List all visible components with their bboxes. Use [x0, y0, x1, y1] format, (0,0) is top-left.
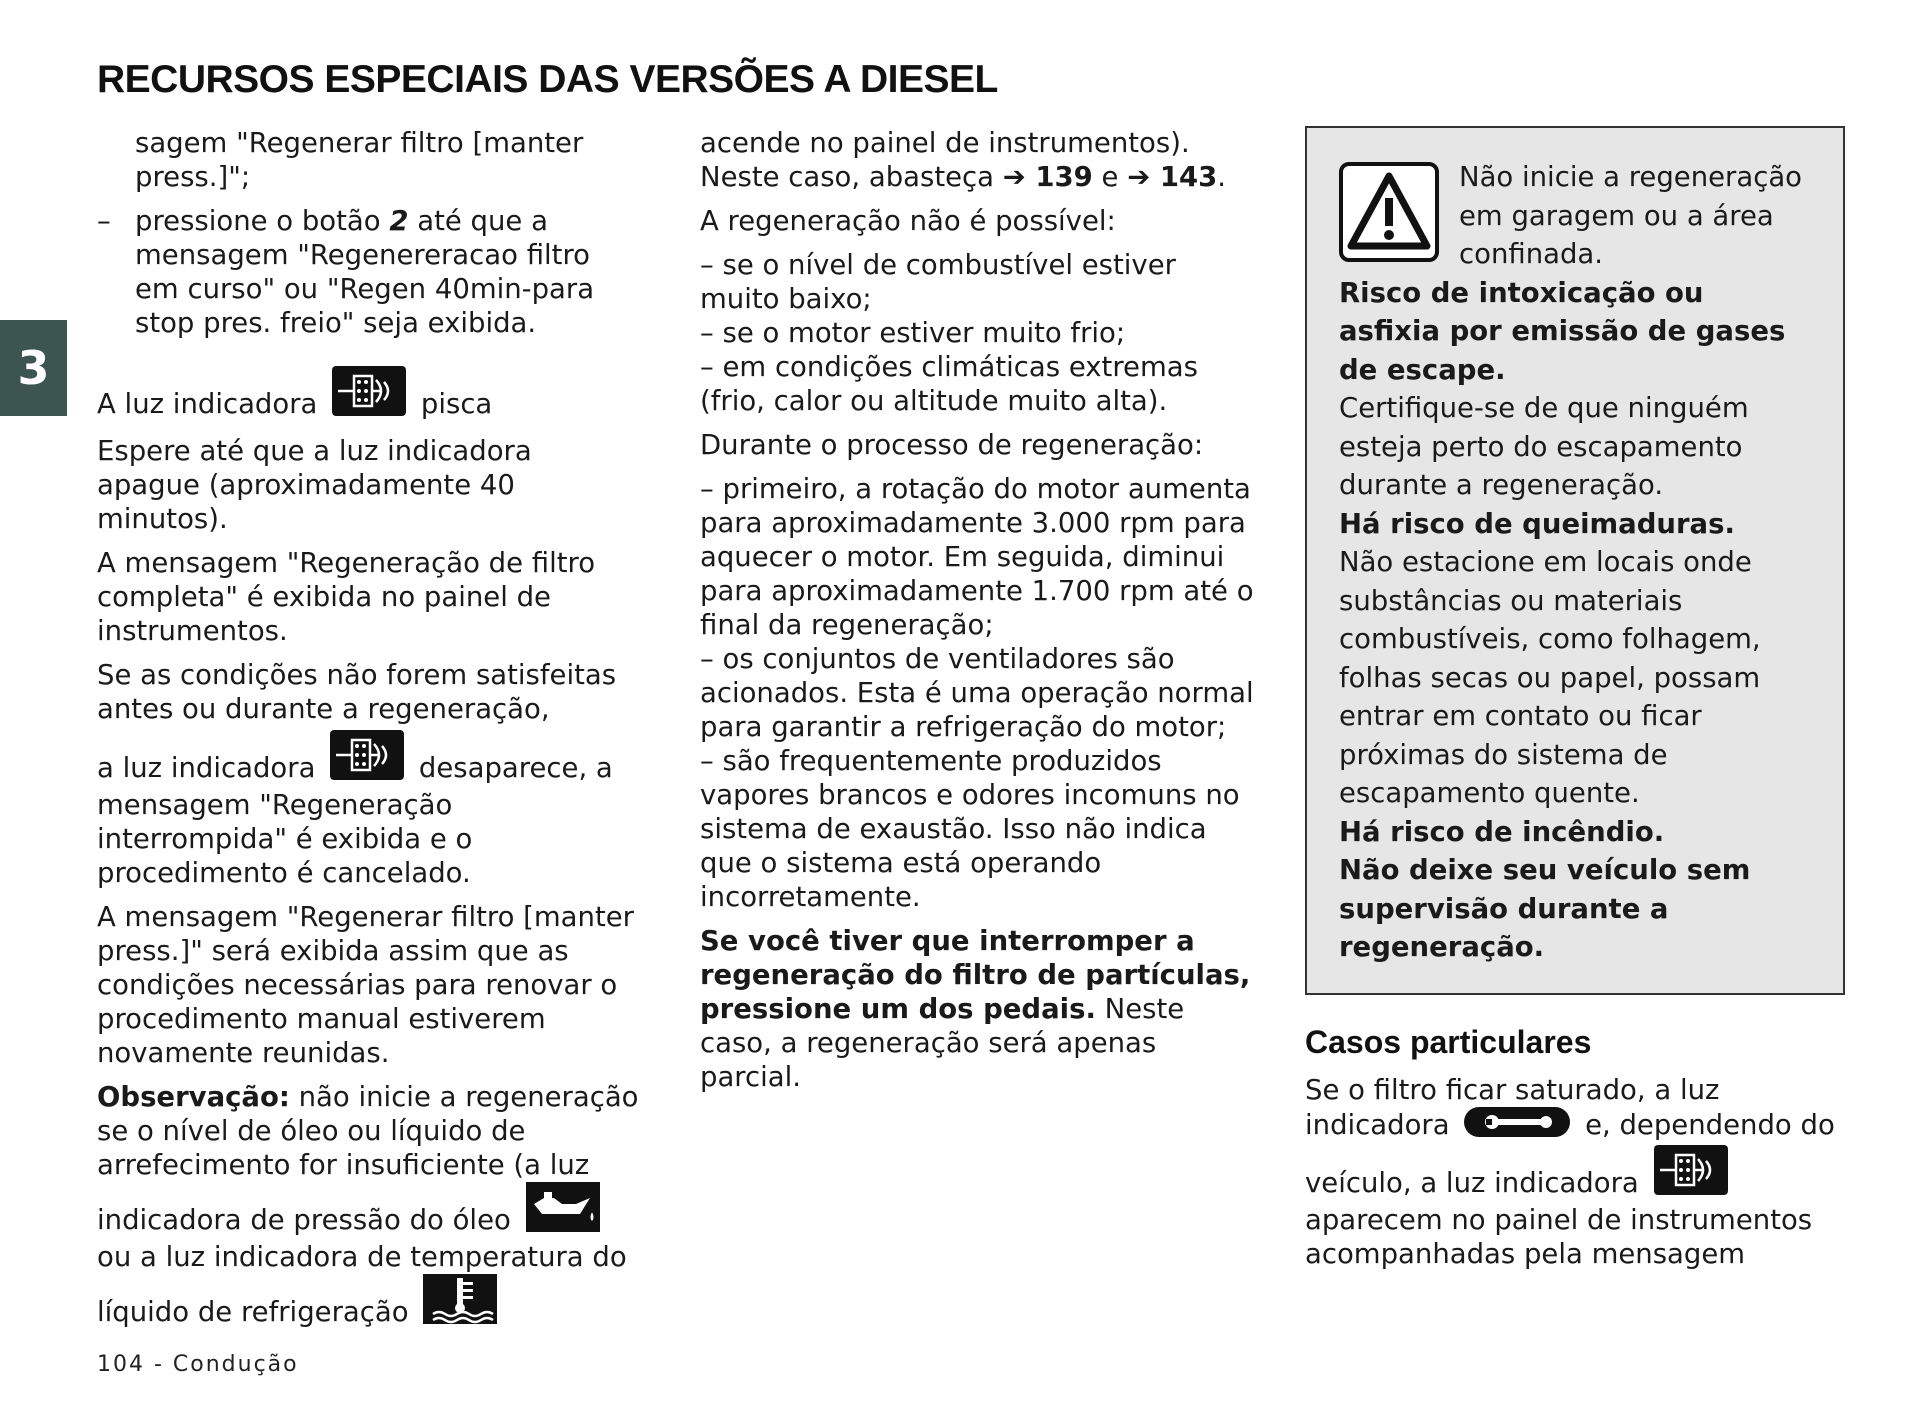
warning-bold-text: Não deixe seu veículo sem supervisão durante a regeneração.: [1339, 854, 1751, 963]
note-label: Observação:: [97, 1081, 290, 1113]
warning-box: [1305, 126, 1845, 995]
warning-text: Não inicie a regeneração em garagem ou a área confinada.: [1459, 161, 1803, 270]
particle-filter-icon: [332, 366, 406, 424]
list-dash: –: [97, 205, 111, 237]
paragraph-text: Se o filtro ficar saturado, a luz indicadora: [1305, 1073, 1720, 1141]
button-number: 2: [389, 205, 409, 237]
list-item: – se o nível de combustível estiver muito baixo;: [700, 249, 1176, 315]
list-item: – os conjuntos de ventiladores são acionados. Esta é uma operação normal para garantir a refrigeração do motor;: [700, 643, 1254, 743]
list-item: – são frequentemente produzidos vapores brancos e odores incomuns no sistema de exaustão. Isso não indica que o sistema está operando incorretamente.: [700, 745, 1240, 913]
paragraph-text: A luz indicadora: [97, 388, 318, 420]
warning-bold-text: Há risco de queimaduras.: [1339, 507, 1735, 540]
page-footer: 104 - Condução: [97, 1352, 299, 1377]
page-title: RECURSOS ESPECIAIS DAS VERSÕES A DIESEL: [97, 58, 998, 101]
oil-pressure-icon: [526, 1182, 600, 1240]
paragraph: [97, 1080, 642, 1332]
list-item-text: até que a mensagem "Regenereracao filtro em curso" ou "Regen 40min-para stop pres. freio" seja exibida.: [135, 205, 595, 339]
paragraph: A regeneração não é possível:: [700, 205, 1116, 237]
coolant-temperature-icon: [423, 1274, 497, 1332]
page-reference-link[interactable]: ➔ 139: [1002, 161, 1093, 193]
paragraph: Espere até que a luz indicadora apague (aproximadamente 40 minutos).: [97, 435, 532, 535]
list-item: – se o motor estiver muito frio;: [700, 317, 1126, 349]
paragraph-text: a luz indicadora: [97, 752, 316, 784]
list-item: – em condições climáticas extremas (frio, calor ou altitude muito alta).: [700, 351, 1198, 417]
column-3: [1305, 126, 1845, 1281]
paragraph-text: .: [1217, 161, 1226, 193]
warning-bold-text: Risco de intoxicação ou asfixia por emissão de gases de escape.: [1339, 276, 1786, 386]
paragraph: [1305, 1073, 1845, 1271]
paragraph-text: aparecem no painel de instrumentos acompanhadas pela mensagem: [1305, 1203, 1813, 1270]
page-reference-link[interactable]: ➔ 143: [1127, 161, 1218, 193]
paragraph-text: não inicie a regeneração se o nível de óleo ou líquido de arrefecimento for insuficiente (a luz indicadora de pressão do óleo: [97, 1081, 639, 1236]
paragraph-text: e, dependendo do veículo, a luz indicadora: [1305, 1108, 1835, 1199]
paragraph-text: Neste caso, a regeneração será apenas parcial.: [700, 993, 1185, 1093]
paragraph: [97, 730, 642, 890]
text-continuation: sagem "Regenerar filtro [manter press.]";: [135, 127, 584, 193]
paragraph-text: e: [1092, 161, 1128, 193]
paragraph: Se as condições não forem satisfeitas antes ou durante a regeneração,: [97, 659, 617, 725]
bold-instruction: Se você tiver que interromper a regeneração do filtro de partículas, pressione um dos pedais.: [700, 925, 1251, 1025]
warning-text: Não estacione em locais onde substâncias ou materiais combustíveis, como folhagem, folhas secas ou papel, possam entrar em contato ou ficar próximas do sistema de escapamento quente.: [1339, 546, 1761, 809]
paragraph: [97, 366, 642, 424]
paragraph: Durante o processo de regeneração:: [700, 429, 1204, 461]
list-item: – primeiro, a rotação do motor aumenta para aproximadamente 3.000 rpm para aquecer o motor. Em seguida, diminui para aproximadamente 1.700 rpm até o final da regeneração;: [700, 473, 1254, 641]
list-item-text: pressione o botão: [135, 205, 390, 237]
warning-text: Certifique-se de que ninguém esteja perto do escapamento durante a regeneração.: [1339, 392, 1749, 501]
paragraph-text: pisca: [420, 388, 493, 420]
paragraph: [700, 924, 1255, 1094]
paragraph-text: desaparece, a mensagem "Regeneração interrompida" é exibida e o procedimento é cancelado.: [97, 752, 613, 889]
chapter-tab[interactable]: 3: [0, 320, 67, 416]
list-item: [97, 204, 642, 340]
paragraph: [700, 126, 1255, 194]
warning-bold-text: Há risco de incêndio.: [1339, 815, 1665, 848]
paragraph: A mensagem "Regeneração de filtro completa" é exibida no painel de instrumentos.: [97, 547, 596, 647]
service-wrench-icon: [1464, 1107, 1570, 1145]
warning-triangle-icon: [1339, 162, 1439, 273]
column-1: [97, 126, 642, 1342]
particle-filter-icon: [1654, 1145, 1728, 1203]
section-heading: Casos particulares: [1305, 1023, 1592, 1060]
particle-filter-icon: [330, 730, 404, 788]
paragraph-text: acende no painel de instrumentos). Neste caso, abasteça: [700, 127, 1190, 193]
column-2: [700, 126, 1255, 1104]
paragraph: A mensagem "Regenerar filtro [manter press.]" será exibida assim que as condições necessárias para renovar o procedimento manual estiverem novamente reunidas.: [97, 901, 634, 1069]
paragraph-text: ou a luz indicadora de temperatura do líquido de refrigeração: [97, 1241, 627, 1328]
